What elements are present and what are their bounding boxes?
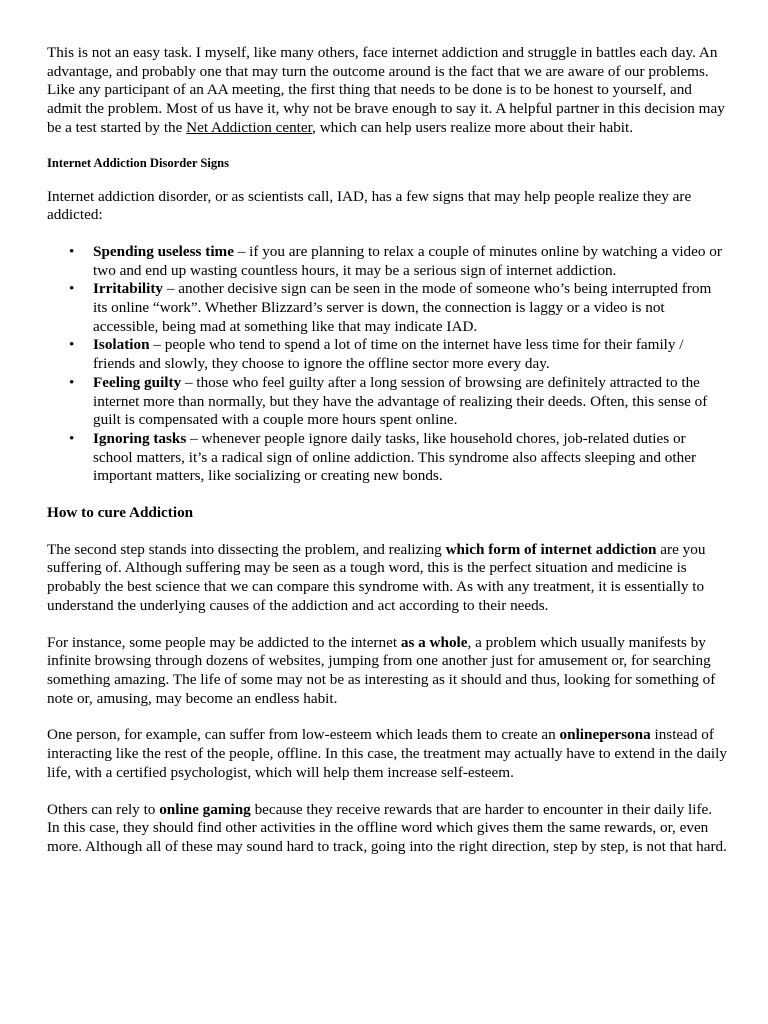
cure-paragraph-3 xyxy=(47,726,727,782)
paragraph-text: The second step stands into dissecting the problem, and realizing xyxy=(47,540,446,558)
bold-phrase: online gaming xyxy=(159,800,251,818)
paragraph-text: are you suffering of. Although suffering may be seen as a tough word, this is the perfect situation and medicine is probably the best science that we can compare this syndrome with. As with any treatment, it is essentially to understand the underlying causes of the addiction and act according to their needs. xyxy=(47,540,706,614)
paragraph-text: One person, for example, can suffer from low-esteem which leads them to create an xyxy=(47,726,560,744)
bold-phrase: onlinepersona xyxy=(559,726,651,744)
bold-phrase: which form of internet addiction xyxy=(445,540,657,558)
intro-text: This is not an easy task. I myself, like many others, face internet addiction and struggle in battles each day. An advantage, and probably one that may turn the outcome around is the fact that we are aware of our problems. Like any participant of an AA meeting, the first thing that needs to be done is to be honest to yourself, and admit the problem. Most of us have it, why not be brave enough to say it. A helpful partner in this decision may be a test started by the xyxy=(47,44,725,136)
sign-term: Feeling guilty xyxy=(93,373,182,391)
bullet-icon: • xyxy=(69,280,75,298)
cure-paragraph-1 xyxy=(47,541,727,616)
document-page xyxy=(47,44,727,857)
paragraph-text: For instance, some people may be addicted to the internet xyxy=(47,633,401,651)
list-item xyxy=(47,374,727,430)
cure-heading: How to cure Addiction xyxy=(47,504,194,522)
cure-paragraph-2 xyxy=(47,634,727,709)
signs-heading: Internet Addiction Disorder Signs xyxy=(47,155,230,170)
bullet-icon: • xyxy=(69,336,75,354)
bullet-icon: • xyxy=(69,242,75,260)
sign-description: – another decisive sign can be seen in the mode of someone who’s being interrupted from its online “work”. Whether Blizzard’s server is down, the connection is laggy or a video is not accessible, being mad at something like that may indicate IAD. xyxy=(93,280,712,335)
intro-paragraph xyxy=(47,44,727,138)
signs-intro-paragraph: Internet addiction disorder, or as scientists call, IAD, has a few signs that may help people realize they are addicted: xyxy=(47,187,692,224)
paragraph-text: because they receive rewards that are harder to encounter in their daily life. In this case, they should find other activities in the offline word which gives them the same rewards, or, even more. Although all of these may sound hard to track, going into the right direction, step by step, is not that hard. xyxy=(47,800,727,855)
intro-text-end: , which can help users realize more about their habit. xyxy=(312,118,634,136)
sign-description: – whenever people ignore daily tasks, like household chores, job-related duties or school matters, it’s a radical sign of online addiction. This syndrome also affects sleeping and other important matters, like socializing or creating new bonds. xyxy=(93,429,696,485)
net-addiction-center-link[interactable]: Net Addiction center xyxy=(186,118,313,136)
signs-list xyxy=(47,243,727,486)
list-item xyxy=(47,280,727,336)
bullet-icon: • xyxy=(69,429,75,447)
sign-description: – those who feel guilty after a long session of browsing are definitely attracted to the internet more than normally, but they have the advantage of realizing their deeds. Often, this sense of guilt is compensated with a couple more hours spent online. xyxy=(93,373,708,429)
sign-term: Irritability xyxy=(93,280,164,298)
paragraph-text: instead of interacting like the rest of the people, offline. In this case, the treatment may actually have to extend in the daily life, with a certified psychologist, which will help them increase self-esteem. xyxy=(47,726,727,781)
sign-term: Spending useless time xyxy=(93,242,234,260)
bold-phrase: as a whole xyxy=(400,633,468,651)
list-item xyxy=(47,243,727,280)
paragraph-text: , a problem which usually manifests by infinite browsing through dozens of websites, jumping from one another just for amusement or, for searching something amazing. The life of some may not be as interesting as it should and thus, looking for something of note or, amusing, may become an endless habit. xyxy=(47,633,716,707)
bullet-icon: • xyxy=(69,373,75,391)
paragraph-text: Others can rely to xyxy=(47,800,160,818)
sign-term: Ignoring tasks xyxy=(93,429,187,447)
cure-paragraph-4 xyxy=(47,801,727,857)
sign-description: – if you are planning to relax a couple of minutes online by watching a video or two and end up wasting countless hours, it may be a serious sign of internet addiction. xyxy=(93,242,722,279)
sign-description: – people who tend to spend a lot of time on the internet have less time for their family / friends and slowly, they choose to ignore the offline sector more every day. xyxy=(93,336,684,373)
list-item xyxy=(47,336,727,373)
list-item xyxy=(47,430,727,486)
sign-term: Isolation xyxy=(93,336,150,354)
